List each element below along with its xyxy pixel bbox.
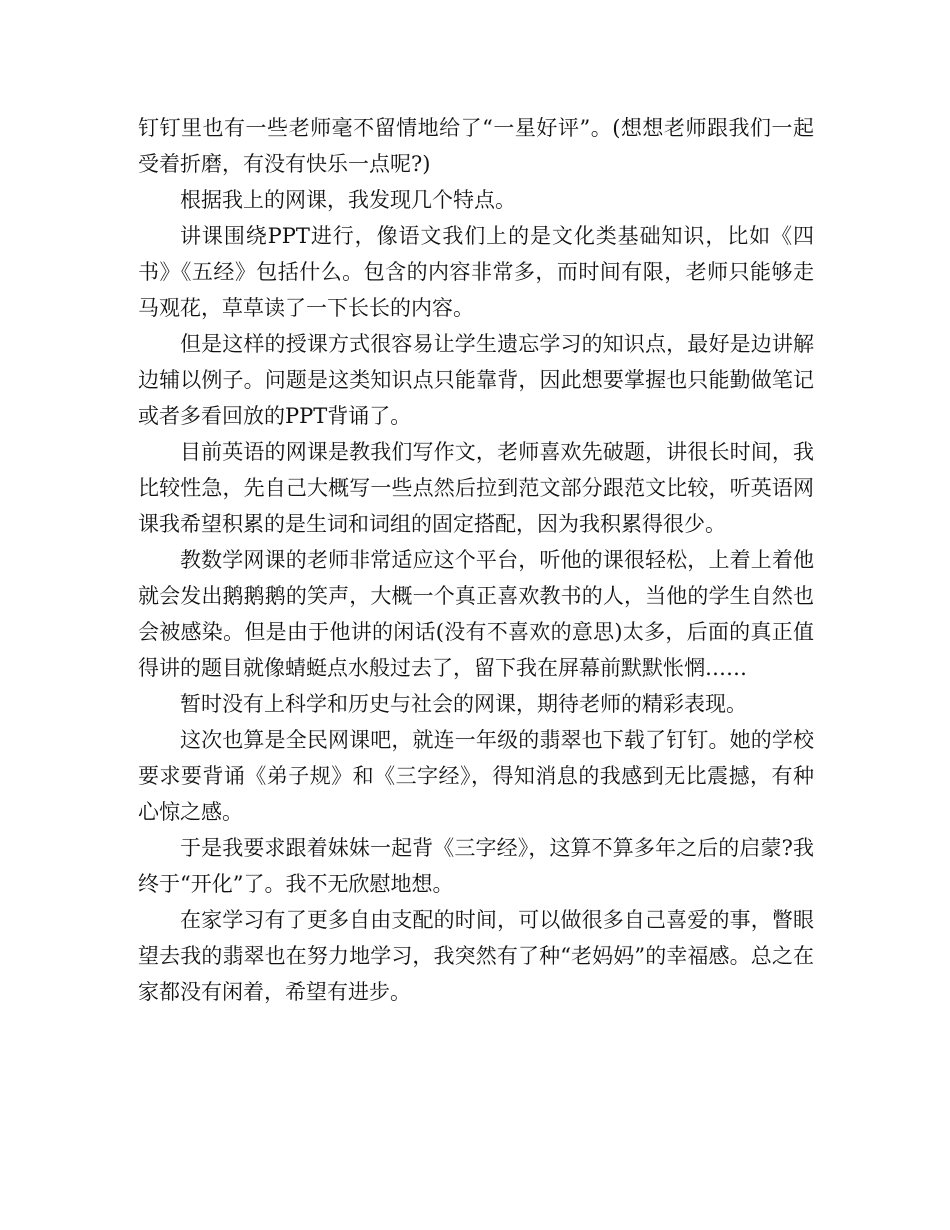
paragraph-2: 根据我上的网课，我发现几个特点。 [180, 188, 516, 212]
paragraph-5: 目前英语的网课是教我们写作文，老师喜欢先破题，讲很长时间，我比较性急，先自己大概写一些点然后拉到范文部分跟范文比较，听英语网课我希望积累的是生词和词组的固定搭配，因为我积累得很少。 [138, 440, 814, 536]
paragraph-4: 但是这样的授课方式很容易让学生遗忘学习的知识点，最好是边讲解边辅以例子。问题是这类知识点只能靠背，因此想要掌握也只能勤做笔记或者多看回放的PPT背诵了。 [138, 332, 814, 428]
paragraph-8: 这次也算是全民网课吧，就连一年级的翡翠也下载了钉钉。她的学校要求要背诵《弟子规》和《三字经》，得知消息的我感到无比震撼，有种心惊之感。 [138, 728, 814, 824]
paragraph-9: 于是我要求跟着妹妹一起背《三字经》，这算不算多年之后的启蒙?我终于“开化”了。我不无欣慰地想。 [138, 836, 814, 896]
paragraph-10: 在家学习有了更多自由支配的时间，可以做很多自己喜爱的事，瞥眼望去我的翡翠也在努力地学习，我突然有了种“老妈妈”的幸福感。总之在家都没有闲着，希望有进步。 [138, 908, 814, 1004]
paragraph-7: 暂时没有上科学和历史与社会的网课，期待老师的精彩表现。 [180, 692, 747, 716]
paragraph-6: 教数学网课的老师非常适应这个平台，听他的课很轻松，上着上着他就会发出鹅鹅鹅的笑声，大概一个真正喜欢教书的人，当他的学生自然也会被感染。但是由于他讲的闲话(没有不喜欢的意思)太多，后面的真正值得讲的题目就像蜻蜓点水般过去了，留下我在屏幕前默默怅惘…… [138, 548, 814, 680]
paragraph-1: 钉钉里也有一些老师毫不留情地给了“一星好评”。(想想老师跟我们一起受着折磨，有没有快乐一点呢?) [138, 116, 814, 176]
document-body [138, 110, 814, 1010]
paragraph-3: 讲课围绕PPT进行，像语文我们上的是文化类基础知识，比如《四书》《五经》包括什么。包含的内容非常多，而时间有限，老师只能够走马观花，草草读了一下长长的内容。 [138, 224, 814, 320]
